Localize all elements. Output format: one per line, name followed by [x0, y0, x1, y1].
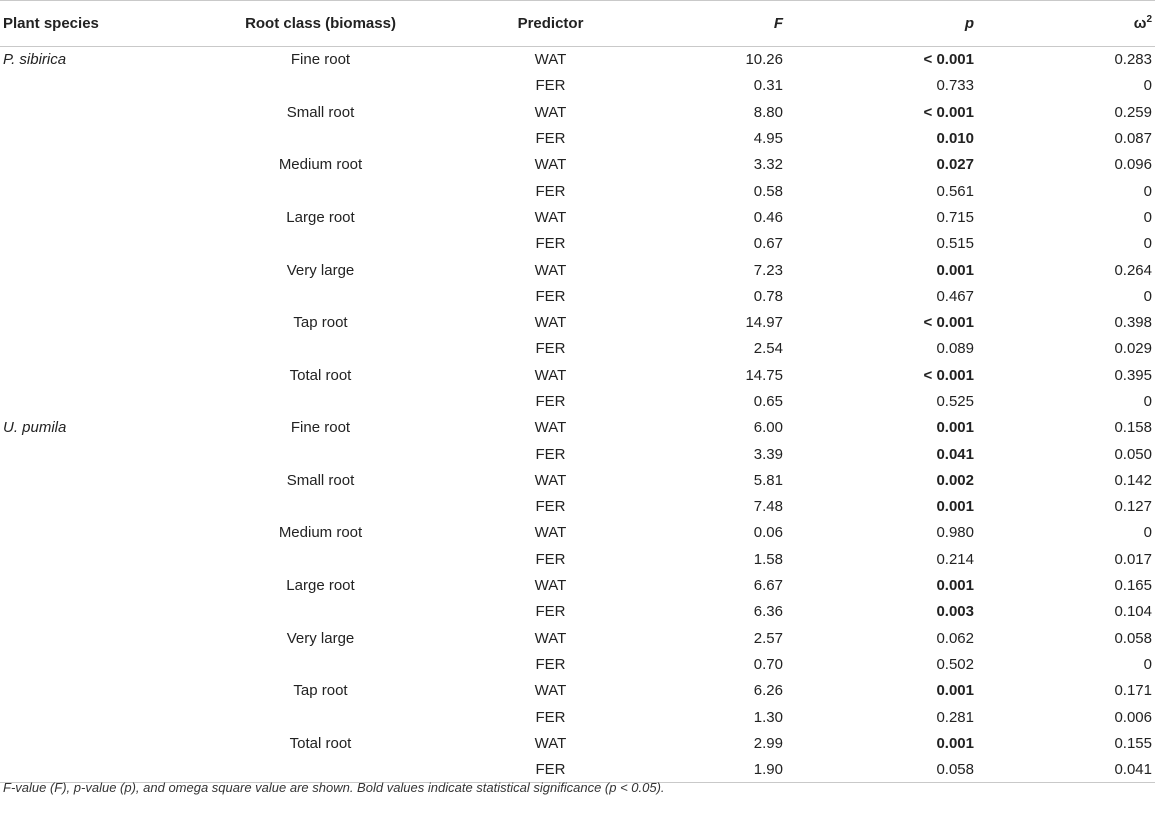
- f-value-cell: 3.32: [753, 156, 783, 174]
- plant-species-cell: [0, 283, 213, 309]
- plant-species-cell: [0, 99, 213, 125]
- omega-squared-cell: 0: [1143, 524, 1152, 542]
- p-value-cell: 0.980: [936, 524, 974, 542]
- f-value-cell: 0.31: [753, 77, 783, 95]
- predictor-cell: WAT: [534, 682, 567, 700]
- root-class-cell: Medium root: [278, 524, 363, 542]
- root-class-cell: Total root: [289, 734, 352, 752]
- p-value-cell: 0.502: [936, 655, 974, 673]
- f-value-cell: 6.67: [753, 577, 783, 595]
- plant-species-cell: [0, 388, 213, 414]
- root-class-cell: [213, 178, 428, 204]
- table-row: [0, 467, 1155, 493]
- predictor-cell: WAT: [534, 577, 567, 595]
- p-value-cell: 0.525: [936, 393, 974, 410]
- omega-squared-cell: 0.017: [1114, 550, 1152, 568]
- omega-squared-cell: 0.155: [1114, 734, 1152, 752]
- plant-species-cell: [0, 730, 213, 756]
- predictor-cell: WAT: [534, 366, 567, 384]
- plant-species-cell: [0, 204, 213, 230]
- f-value-cell: 1.30: [753, 708, 783, 726]
- omega-squared-cell: 0.158: [1114, 419, 1152, 437]
- f-value-cell: 1.58: [753, 550, 783, 568]
- table-row: [0, 730, 1155, 756]
- p-value-cell: 0.002: [936, 471, 974, 489]
- omega-squared-cell: 0.142: [1114, 471, 1152, 489]
- predictor-cell: FER: [535, 77, 566, 95]
- root-class-cell: Very large: [286, 261, 355, 279]
- table-row: [0, 704, 1155, 730]
- predictor-cell: FER: [535, 130, 566, 148]
- f-value-cell: 10.26: [745, 51, 783, 69]
- p-value-cell: 0.281: [936, 708, 974, 726]
- root-class-cell: Tap root: [293, 314, 348, 332]
- omega-squared-cell: 0: [1143, 182, 1152, 200]
- predictor-cell: FER: [535, 550, 566, 568]
- p-value-cell: 0.515: [936, 235, 974, 253]
- root-class-cell: [213, 441, 428, 467]
- predictor-cell: FER: [428, 757, 673, 783]
- root-class-cell: Total root: [289, 366, 352, 384]
- predictor-cell: FER: [535, 235, 566, 253]
- predictor-cell: WAT: [534, 629, 567, 647]
- root-class-cell: [213, 125, 428, 151]
- plant-species-cell: [0, 152, 213, 178]
- predictor-cell: WAT: [534, 103, 567, 121]
- p-value-cell: 0.041: [936, 445, 974, 463]
- p-value-cell: 0.001: [936, 682, 974, 700]
- plant-species-cell: [0, 309, 213, 335]
- plant-species-cell: [0, 336, 213, 362]
- plant-species-cell: P. sibirica: [3, 51, 67, 69]
- f-value-cell: 7.23: [753, 261, 783, 279]
- p-value-cell: 0.062: [936, 629, 974, 647]
- p-value-cell: 0.010: [936, 130, 974, 148]
- predictor-cell: FER: [535, 603, 566, 621]
- table-row: [0, 599, 1155, 625]
- omega-squared-cell: 0.058: [1114, 629, 1152, 647]
- root-class-cell: [213, 757, 428, 783]
- table-row: [0, 546, 1155, 572]
- p-value-cell: 0.467: [936, 287, 974, 305]
- table-row: [0, 99, 1155, 125]
- plant-species-cell: [0, 572, 213, 598]
- f-value-cell: 2.99: [753, 734, 783, 752]
- plant-species-cell: [0, 520, 213, 546]
- table-row: [0, 651, 1155, 677]
- omega-squared-cell: 0: [1143, 393, 1152, 410]
- header-predictor: Predictor: [428, 1, 673, 47]
- plant-species-cell: [0, 678, 213, 704]
- f-value-cell: 3.39: [753, 445, 783, 463]
- p-value-cell: 0.001: [936, 734, 974, 752]
- table-row: [0, 757, 1155, 783]
- f-value-cell: 8.80: [753, 103, 783, 121]
- p-value-cell: < 0.001: [923, 314, 974, 332]
- p-value-cell: 0.214: [936, 550, 974, 568]
- root-class-cell: Large root: [286, 208, 355, 226]
- table-row: [0, 572, 1155, 598]
- p-value-cell: 0.003: [936, 603, 974, 621]
- predictor-cell: WAT: [534, 51, 567, 69]
- plant-species-cell: [0, 494, 213, 520]
- table-row: [0, 73, 1155, 99]
- predictor-cell: FER: [535, 655, 566, 673]
- f-value-cell: 14.97: [745, 314, 783, 332]
- plant-species-cell: [0, 546, 213, 572]
- p-value-cell: 0.001: [936, 498, 974, 516]
- f-value-cell: 14.75: [745, 366, 783, 384]
- table-row: [0, 309, 1155, 335]
- table-row: [0, 441, 1155, 467]
- predictor-cell: WAT: [534, 156, 567, 174]
- f-value-cell: 0.06: [753, 524, 783, 542]
- omega-squared-cell: 0.165: [1114, 577, 1152, 595]
- root-class-cell: Very large: [286, 629, 355, 647]
- header-plant-species: Plant species: [0, 1, 213, 47]
- header-omega-squared: [977, 1, 1155, 47]
- plant-species-cell: [0, 467, 213, 493]
- f-value-cell: 5.81: [753, 471, 783, 489]
- omega-superscript: 2: [1146, 14, 1152, 25]
- table-row: [0, 494, 1155, 520]
- plant-species-cell: [0, 625, 213, 651]
- table-row: [0, 257, 1155, 283]
- f-value-cell: 0.78: [753, 287, 783, 305]
- table-row: [0, 283, 1155, 309]
- f-value-cell: 6.00: [753, 419, 783, 437]
- plant-species-cell: [0, 231, 213, 257]
- omega-squared-cell: 0: [1143, 77, 1152, 95]
- omega-squared-cell: 0.104: [1114, 603, 1152, 621]
- root-class-cell: Fine root: [290, 51, 351, 69]
- p-value-cell: < 0.001: [923, 366, 974, 384]
- omega-squared-cell: 0.171: [1114, 682, 1152, 700]
- f-value-cell: 0.58: [753, 182, 783, 200]
- omega-squared-cell: 0.096: [1114, 156, 1152, 174]
- table-body: [0, 47, 1155, 783]
- root-class-cell: Large root: [286, 577, 355, 595]
- f-value-cell: 4.95: [753, 130, 783, 148]
- header-root-class: Root class (biomass): [213, 1, 428, 47]
- f-value-cell: 7.48: [753, 498, 783, 516]
- root-class-cell: [213, 73, 428, 99]
- root-class-cell: [213, 599, 428, 625]
- plant-species-cell: [0, 73, 213, 99]
- root-class-cell: [213, 494, 428, 520]
- omega-squared-cell: 0.006: [1114, 708, 1152, 726]
- table-row: [0, 178, 1155, 204]
- root-class-cell: Medium root: [278, 156, 363, 174]
- table-row: [0, 152, 1155, 178]
- plant-species-cell: [0, 257, 213, 283]
- root-class-cell: Tap root: [293, 682, 348, 700]
- plant-species-cell: [0, 178, 213, 204]
- p-value-cell: 0.715: [936, 208, 974, 226]
- table-row: [0, 125, 1155, 151]
- predictor-cell: WAT: [534, 314, 567, 332]
- predictor-cell: FER: [535, 287, 566, 305]
- root-class-cell: [213, 231, 428, 257]
- p-value-cell: < 0.001: [923, 51, 974, 69]
- root-class-cell: Small root: [286, 471, 355, 489]
- table-row: [0, 336, 1155, 362]
- table-row: [0, 625, 1155, 651]
- table-header: [0, 1, 1155, 47]
- f-value-cell: 0.67: [753, 235, 783, 253]
- predictor-cell: WAT: [534, 734, 567, 752]
- p-value-cell: 0.001: [936, 577, 974, 595]
- omega-squared-cell: 0.050: [1114, 445, 1152, 463]
- p-value-cell: 0.561: [936, 182, 974, 200]
- predictor-cell: WAT: [534, 524, 567, 542]
- root-class-cell: [213, 336, 428, 362]
- predictor-cell: FER: [535, 340, 566, 358]
- table-row: [0, 362, 1155, 388]
- root-class-cell: [213, 546, 428, 572]
- table-row: [0, 47, 1155, 73]
- f-value-cell: 6.36: [753, 603, 783, 621]
- predictor-cell: FER: [535, 445, 566, 463]
- root-class-cell: [213, 704, 428, 730]
- predictor-cell: WAT: [534, 419, 567, 437]
- p-value-cell: 0.001: [936, 419, 974, 437]
- f-value-cell: 0.46: [753, 208, 783, 226]
- f-value-cell: 0.65: [753, 393, 783, 410]
- table-row: [0, 231, 1155, 257]
- f-value-cell: 6.26: [753, 682, 783, 700]
- root-class-cell: Small root: [286, 103, 355, 121]
- table-footnote: F-value (F), p-value (p), and omega square value are shown. Bold values indicate statistical significance (p < 0.05).: [3, 780, 665, 795]
- root-class-cell: [213, 283, 428, 309]
- table-row: [0, 415, 1155, 441]
- omega-squared-cell: 0.127: [1114, 498, 1152, 516]
- predictor-cell: FER: [535, 498, 566, 516]
- plant-species-cell: [0, 651, 213, 677]
- p-value-cell: < 0.001: [923, 103, 974, 121]
- omega-squared-cell: 0.087: [1114, 130, 1152, 148]
- table-row: [0, 678, 1155, 704]
- plant-species-cell: [0, 125, 213, 151]
- plant-species-cell: U. pumila: [3, 419, 67, 437]
- omega-squared-cell: 0: [1143, 655, 1152, 673]
- omega-squared-cell: 0.041: [977, 757, 1155, 783]
- header-p: p: [786, 1, 977, 47]
- root-class-cell: Fine root: [290, 419, 351, 437]
- predictor-cell: WAT: [534, 261, 567, 279]
- plant-species-cell: [0, 704, 213, 730]
- header-f: F: [673, 1, 786, 47]
- plant-species-cell: [0, 362, 213, 388]
- f-value-cell: 0.70: [753, 655, 783, 673]
- omega-squared-cell: 0.398: [1114, 314, 1152, 332]
- p-value-cell: 0.001: [936, 261, 974, 279]
- p-value-cell: 0.058: [786, 757, 977, 783]
- omega-squared-cell: 0: [1143, 208, 1152, 226]
- f-value-cell: 2.54: [753, 340, 783, 358]
- omega-squared-cell: 0.029: [1114, 340, 1152, 358]
- omega-squared-cell: 0.264: [1114, 261, 1152, 279]
- omega-squared-cell: 0.259: [1114, 103, 1152, 121]
- omega-squared-cell: 0.395: [1114, 366, 1152, 384]
- header-row: [0, 1, 1155, 47]
- omega-squared-cell: 0: [1143, 235, 1152, 253]
- f-value-cell: 1.90: [673, 757, 786, 783]
- f-value-cell: 2.57: [753, 629, 783, 647]
- predictor-cell: FER: [535, 182, 566, 200]
- plant-species-cell: [0, 441, 213, 467]
- table-row: [0, 520, 1155, 546]
- plant-species-cell: [0, 599, 213, 625]
- predictor-cell: WAT: [534, 471, 567, 489]
- p-value-cell: 0.027: [936, 156, 974, 174]
- p-value-cell: 0.733: [936, 77, 974, 95]
- p-value-cell: 0.089: [936, 340, 974, 358]
- table-row: [0, 204, 1155, 230]
- table-row: [0, 388, 1155, 414]
- omega-symbol: ω: [1133, 15, 1147, 32]
- predictor-cell: WAT: [534, 208, 567, 226]
- predictor-cell: FER: [535, 708, 566, 726]
- omega-squared-cell: 0: [1143, 287, 1152, 305]
- omega-squared-cell: 0.283: [1114, 51, 1152, 69]
- root-class-cell: [213, 651, 428, 677]
- plant-species-cell: [0, 757, 213, 783]
- predictor-cell: FER: [535, 393, 566, 410]
- root-class-cell: [213, 388, 428, 414]
